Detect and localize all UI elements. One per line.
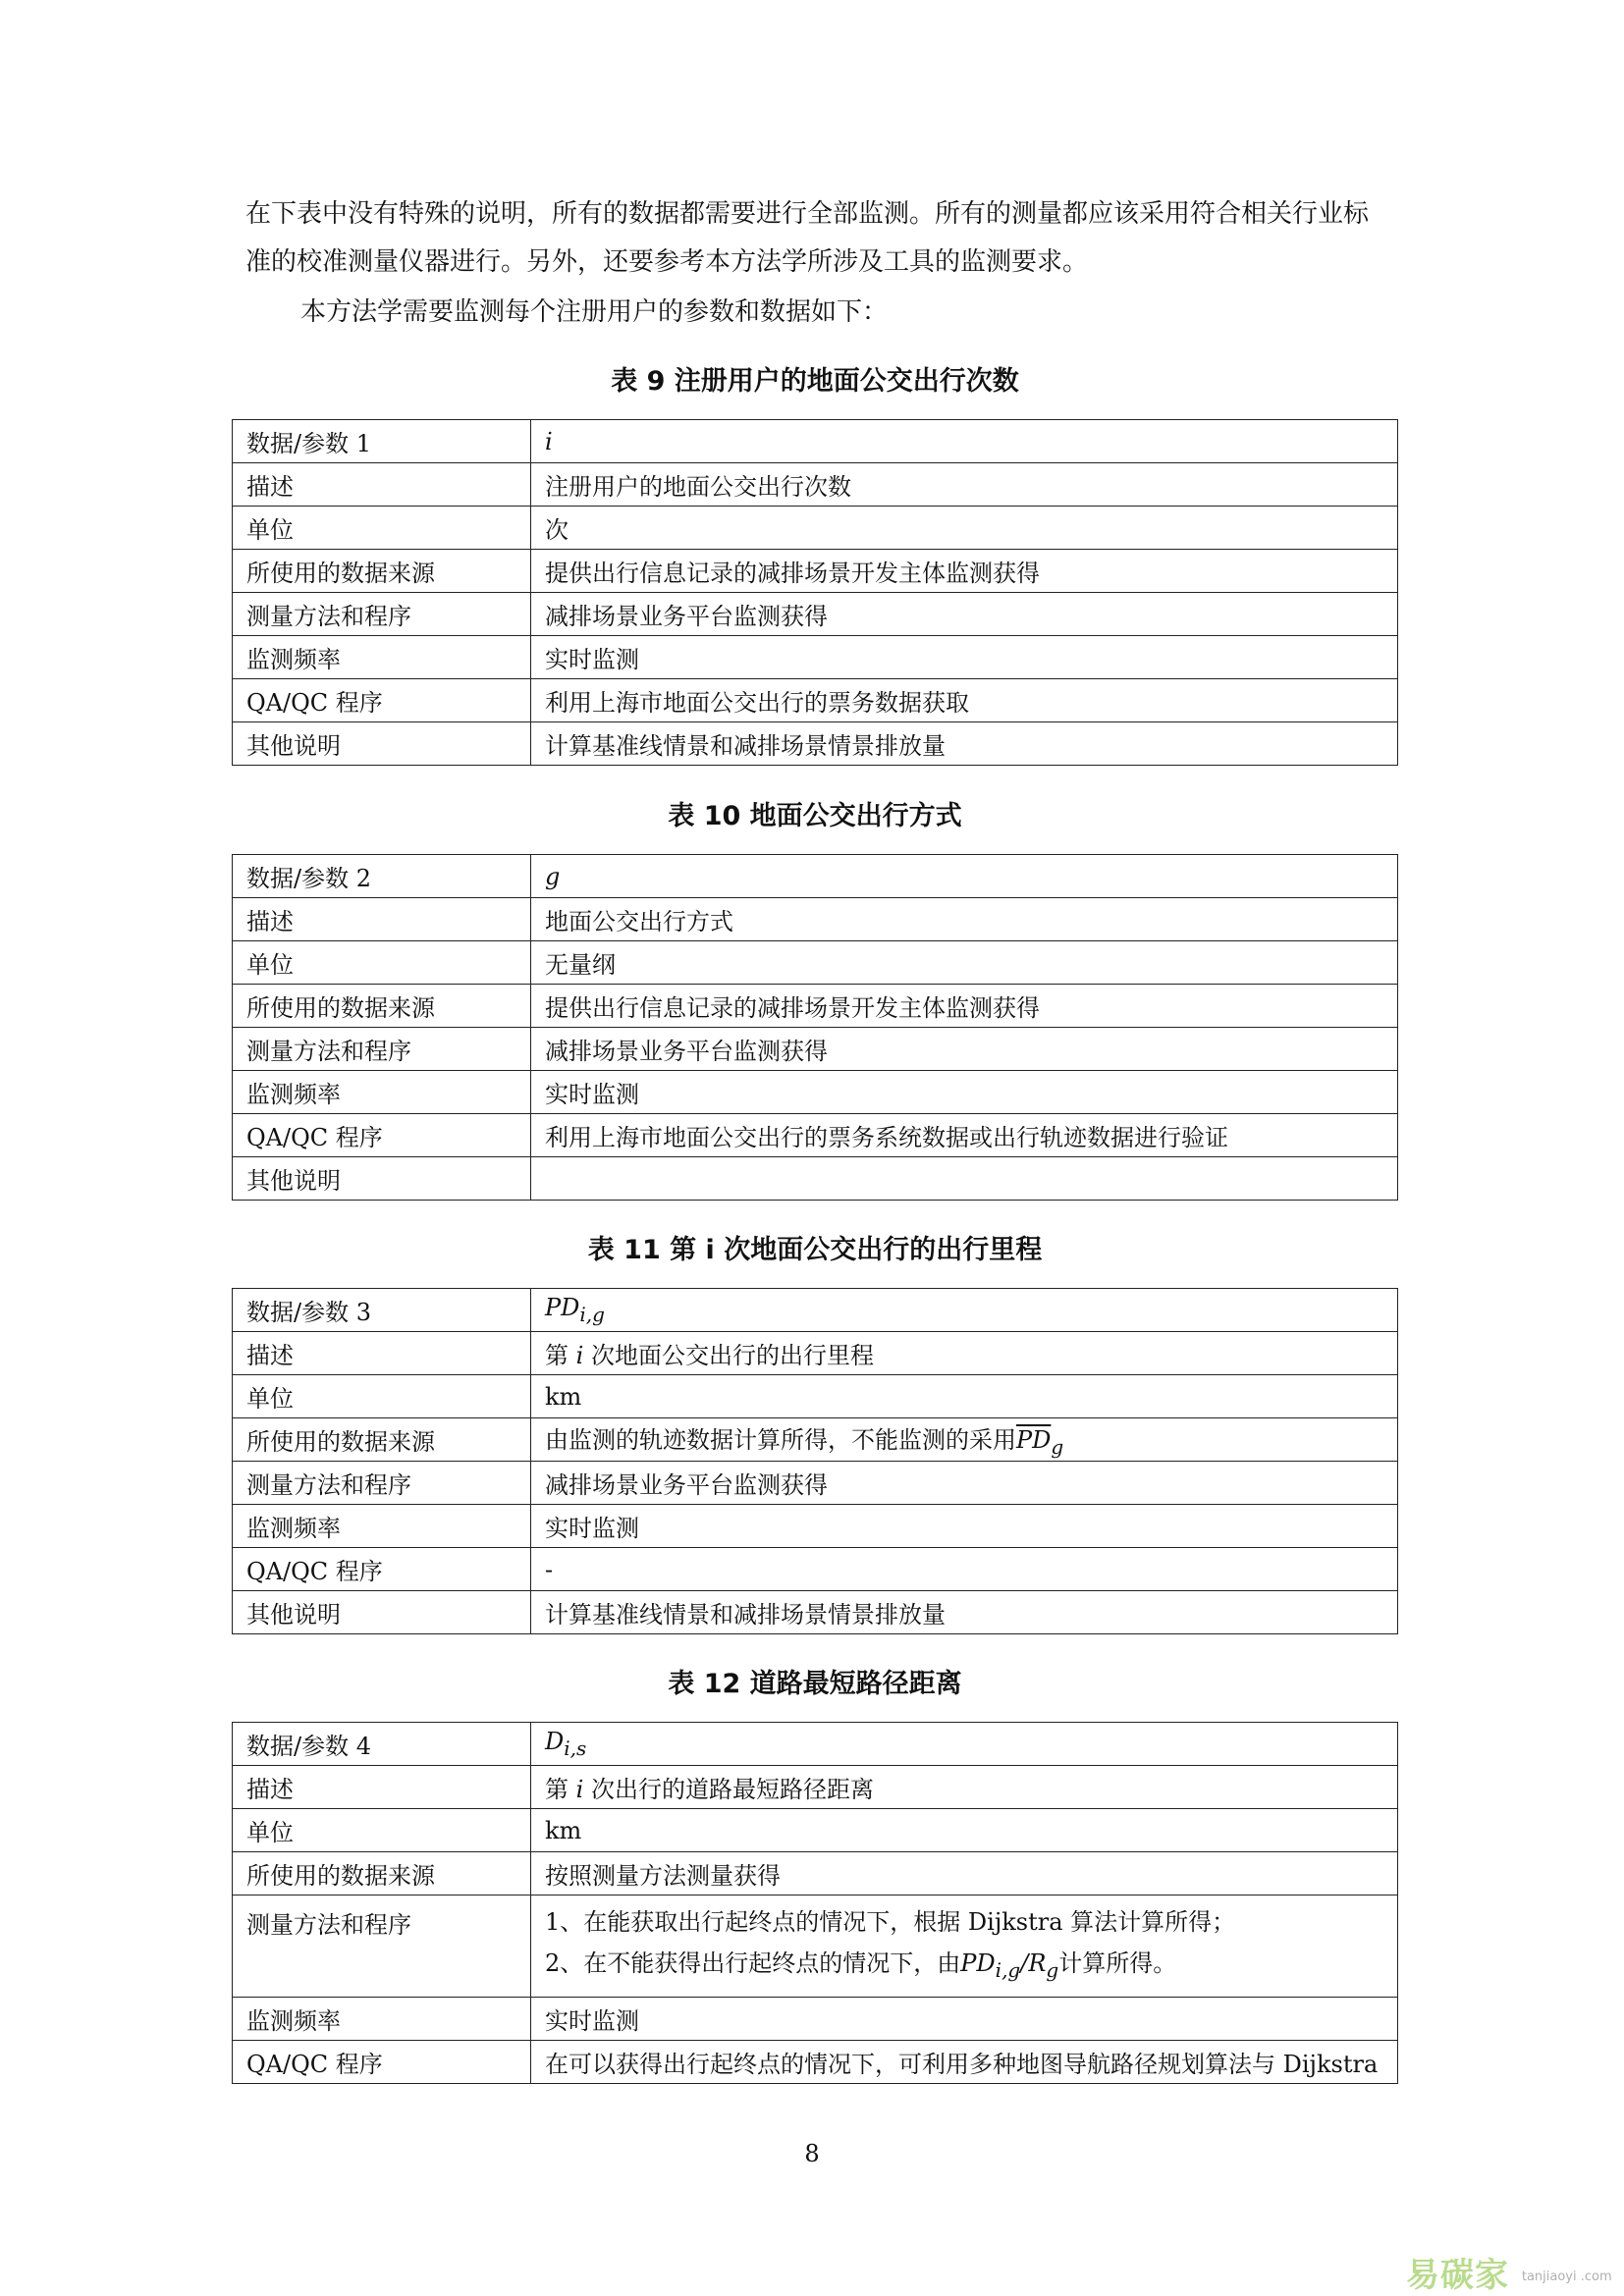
watermark-text: 易碳家 (1406, 2256, 1509, 2295)
row-key: 监测频率 (233, 1505, 531, 1548)
row-key: 测量方法和程序 (233, 1028, 531, 1071)
row-key: 描述 (233, 463, 531, 507)
table-caption: 表 9 注册用户的地面公交出行次数 (611, 366, 1019, 397)
value-text: 次地面公交出行的出行里程 (583, 1342, 874, 1369)
table-row (233, 1289, 1398, 1332)
row-value: 实时监测 (531, 1997, 1398, 2040)
table-row (233, 1766, 1398, 1809)
table-row (233, 1852, 1398, 1896)
table-row (233, 855, 1398, 898)
value-symbol: $\overline{PD}$ (1016, 1426, 1052, 1455)
table-caption: 表 12 道路最短路径距离 (668, 1669, 962, 1699)
param-label: 数据/参数 4 (233, 1723, 531, 1766)
row-value: 计算基准线情景和减排场景情景排放量 (531, 1591, 1398, 1634)
parameter-table-3 (232, 1288, 1398, 1634)
row-value: 减排场景业务平台监测获得 (531, 593, 1398, 636)
value-text: 由监测的轨迹数据计算所得，不能监测的采用 (545, 1426, 1016, 1455)
watermark-logo (1406, 2248, 1612, 2296)
value-var: i (575, 1776, 584, 1803)
table-row (233, 1375, 1398, 1418)
param-symbol (531, 1289, 1398, 1332)
value-subscript: g (1051, 1434, 1064, 1459)
symbol-subscript: i,g (579, 1302, 605, 1326)
row-value: km (531, 1809, 1398, 1852)
row-key: QA/QC 程序 (233, 1114, 531, 1157)
row-key: QA/QC 程序 (233, 1548, 531, 1591)
value-text: 计算所得。 (1058, 1949, 1177, 1977)
value-text: 2、在不能获得出行起终点的情况下，由 (545, 1949, 961, 1977)
parameter-table-2 (232, 854, 1398, 1201)
table-row (233, 1809, 1398, 1852)
intro-paragraph: 在下表中没有特殊的说明，所有的数据都需要进行全部监测。所有的测量都应该采用符合相关行业标准的校准测量仪器进行。另外，还要参考本方法学所涉及工具的监测要求。 (245, 199, 1370, 277)
row-key: 描述 (233, 1766, 531, 1809)
row-key: 所使用的数据来源 (233, 550, 531, 593)
row-key: 测量方法和程序 (233, 593, 531, 636)
watermark-domain: tanjiaoyi .com (1521, 2269, 1612, 2284)
row-value: 按照测量方法测量获得 (531, 1852, 1398, 1896)
table-row (233, 1028, 1398, 1071)
table-row (233, 1071, 1398, 1114)
value-text: 次出行的道路最短路径距离 (583, 1776, 874, 1803)
table-row (233, 1462, 1398, 1505)
row-key: 其他说明 (233, 1157, 531, 1201)
table-row (233, 985, 1398, 1028)
row-value (531, 1766, 1398, 1809)
row-value (531, 1418, 1398, 1462)
row-key: 所使用的数据来源 (233, 985, 531, 1028)
row-value: 无量纲 (531, 941, 1398, 985)
table-row (233, 1723, 1398, 1766)
table-row (233, 941, 1398, 985)
value-text: 第 (545, 1776, 576, 1803)
row-key: 单位 (233, 1809, 531, 1852)
param-symbol (531, 1723, 1398, 1766)
row-value: 地面公交出行方式 (531, 898, 1398, 941)
table-row (233, 1157, 1398, 1201)
table-row (233, 1548, 1398, 1591)
row-key: 单位 (233, 1375, 531, 1418)
row-value: 利用上海市地面公交出行的票务系统数据或出行轨迹数据进行验证 (531, 1114, 1398, 1157)
row-key: QA/QC 程序 (233, 2040, 531, 2083)
table-row (233, 463, 1398, 507)
row-key: 监测频率 (233, 636, 531, 679)
row-value (531, 1157, 1398, 1201)
row-value: 减排场景业务平台监测获得 (531, 1462, 1398, 1505)
row-value: 提供出行信息记录的减排场景开发主体监测获得 (531, 985, 1398, 1028)
table-row (233, 2040, 1398, 2083)
table-row (233, 507, 1398, 550)
row-key: 单位 (233, 507, 531, 550)
row-value: - (531, 1548, 1398, 1591)
row-value: 实时监测 (531, 1505, 1398, 1548)
value-symbol: PD (960, 1949, 996, 1977)
symbol-subscript: i,s (564, 1735, 587, 1760)
parameter-table-4 (232, 1722, 1398, 2084)
table-row (233, 1418, 1398, 1462)
table-row (233, 1114, 1398, 1157)
param-symbol (531, 855, 1398, 898)
value-slash: / (1020, 1949, 1029, 1977)
row-value: 减排场景业务平台监测获得 (531, 1028, 1398, 1071)
row-value: km (531, 1375, 1398, 1418)
row-value: 在可以获得出行起终点的情况下，可利用多种地图导航路径规划算法与 Dijkstra (531, 2040, 1398, 2083)
table-row (233, 1591, 1398, 1634)
param-label: 数据/参数 1 (233, 420, 531, 463)
row-value (531, 1332, 1398, 1375)
row-key: 监测频率 (233, 1071, 531, 1114)
row-value (531, 1896, 1398, 1998)
table-caption: 表 10 地面公交出行方式 (668, 801, 962, 831)
row-key: 单位 (233, 941, 531, 985)
table-row (233, 1997, 1398, 2040)
table-row (233, 679, 1398, 722)
table-row (233, 550, 1398, 593)
value-subscript: i,g (995, 1957, 1021, 1982)
row-key: 监测频率 (233, 1997, 531, 2040)
row-key: 其他说明 (233, 1591, 531, 1634)
row-value: 利用上海市地面公交出行的票务数据获取 (531, 679, 1398, 722)
table-row (233, 1896, 1398, 1998)
table-caption: 表 11 第 i 次地面公交出行的出行里程 (587, 1235, 1043, 1265)
row-value: 计算基准线情景和减排场景情景排放量 (531, 722, 1398, 766)
row-key: 测量方法和程序 (233, 1462, 531, 1505)
row-key: 描述 (233, 1332, 531, 1375)
table-row (233, 1332, 1398, 1375)
symbol-text: PD (545, 1294, 580, 1322)
row-key: 描述 (233, 898, 531, 941)
row-value: 实时监测 (531, 636, 1398, 679)
row-key: 测量方法和程序 (233, 1896, 531, 1998)
parameter-table-1 (232, 419, 1398, 766)
row-key: 其他说明 (233, 722, 531, 766)
table-row (233, 636, 1398, 679)
value-text: 第 (545, 1342, 576, 1369)
symbol-text: D (545, 1728, 565, 1756)
page-number: 8 (804, 2140, 820, 2167)
row-key: QA/QC 程序 (233, 679, 531, 722)
value-line-2 (545, 1943, 1383, 1991)
param-label: 数据/参数 3 (233, 1289, 531, 1332)
symbol-text: g (545, 862, 561, 890)
value-symbol: R (1028, 1949, 1047, 1977)
param-symbol (531, 420, 1398, 463)
symbol-text: i (545, 427, 553, 455)
table-row (233, 722, 1398, 766)
row-value: 提供出行信息记录的减排场景开发主体监测获得 (531, 550, 1398, 593)
row-value: 注册用户的地面公交出行次数 (531, 463, 1398, 507)
table-row (233, 593, 1398, 636)
row-value: 次 (531, 507, 1398, 550)
value-var: i (575, 1342, 584, 1369)
row-key: 所使用的数据来源 (233, 1852, 531, 1896)
row-key: 所使用的数据来源 (233, 1418, 531, 1462)
table-row (233, 420, 1398, 463)
param-label: 数据/参数 2 (233, 855, 531, 898)
intro-paragraph-2: 本方法学需要监测每个注册用户的参数和数据如下： (300, 297, 889, 327)
value-subscript: g (1046, 1957, 1059, 1982)
table-row (233, 898, 1398, 941)
value-line-1: 1、在能获取出行起终点的情况下，根据 Dijkstra 算法计算所得； (545, 1908, 1236, 1936)
row-value: 实时监测 (531, 1071, 1398, 1114)
table-row (233, 1505, 1398, 1548)
